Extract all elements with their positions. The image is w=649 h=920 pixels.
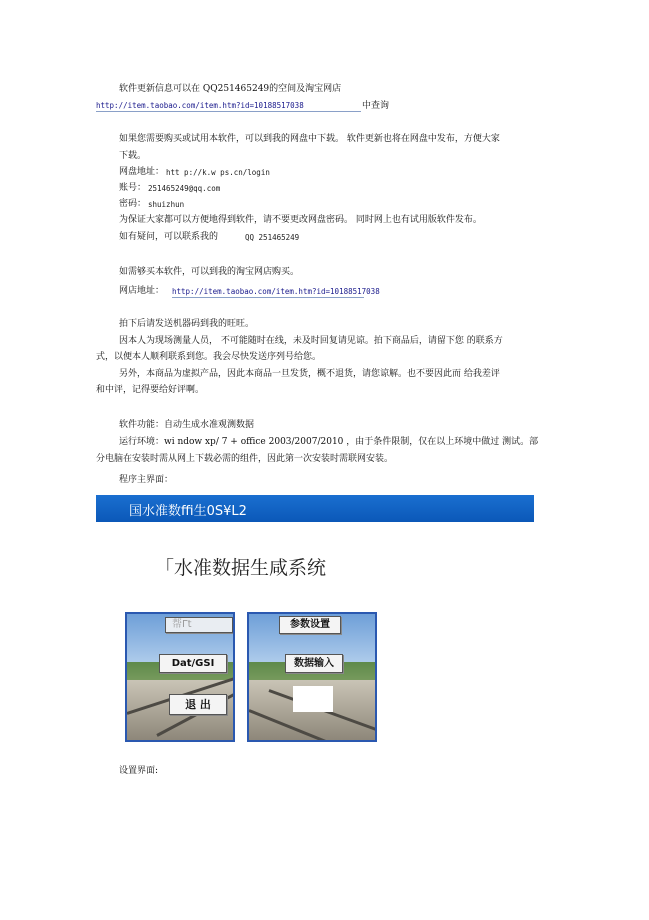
- pan-address-label: 网盘地址：: [119, 167, 165, 177]
- item-url-link[interactable]: http://item.taobao.com/item.htm?id=10188517038: [96, 101, 304, 110]
- shop-url-underline: [172, 297, 364, 298]
- pan-intro-line2: 下载。: [119, 151, 147, 161]
- notes-line2b: 式，以便本人顺利联系到您。我会尽快发送序列号给您。: [96, 352, 322, 362]
- shop-url-link[interactable]: http://item.taobao.com/item.htm?id=10188517038: [172, 287, 380, 296]
- software-function: 软件功能：自动生成水准观测数据: [119, 420, 255, 430]
- settings-ui-label: 设置界面:: [119, 766, 159, 776]
- app-banner-title: 国水准数ffi生0S¥L2: [129, 504, 247, 519]
- app-heading: 「水准数据生咸系统: [155, 557, 327, 579]
- blank-button-area: [293, 686, 333, 712]
- pan-account-label: 账号：: [119, 183, 147, 193]
- software-env-b: 分电脑在安装时需从网上下载必需的组件，因此第一次安装时需联网安装。: [96, 454, 394, 464]
- pan-note: 为保证大家都可以方便地得到软件，请不要更改网盘密码。 同时网上也有试用版软件发布。: [119, 215, 482, 225]
- notes-line3b: 和中评，记得要给好评啊。: [96, 385, 205, 395]
- notes-line2a: 因本人为现场测量人员， 不可能随时在线，未及时回复请见谅。拍下商品后，请留下您 的联系方: [119, 336, 503, 346]
- update-info-text: 软件更新信息可以在 QQ251465249的空间及淘宝网店: [119, 84, 342, 94]
- params-settings-button[interactable]: 参数设置: [279, 616, 341, 634]
- pan-intro-line1: 如果您需要购买或试用本软件，可以到我的网盘中下载。 软件更新也将在网盘中发布，方便大家: [119, 134, 500, 144]
- notes-line3a: 另外，本商品为虚拟产品，因此本商品一旦发货，概不退货，请您谅解。也不要因此而 给我差评: [119, 369, 500, 379]
- pan-contact-qq: QQ 251465249: [245, 233, 300, 242]
- notes-line1: 拍下后请发送机器码到我的旺旺。: [119, 319, 255, 329]
- shop-buy-line: 如需够买本软件，可以到我的淘宝网店购买。: [119, 267, 300, 277]
- pan-account-value: 251465249@qq.com: [148, 184, 221, 193]
- data-input-button[interactable]: 数据输入: [285, 654, 343, 673]
- software-env-a: 运行环境：wi ndow xp/ 7 + office 2003/2007/2010 ，由于条件限制，仅在以上环境中做过 测试。部: [119, 437, 539, 447]
- url-underline: [96, 111, 361, 112]
- help-button[interactable]: 帮Γt: [165, 617, 233, 633]
- left-screenshot-panel: [125, 612, 235, 742]
- pan-password-label: 密码：: [119, 199, 147, 209]
- pan-password-value: shuizhun: [148, 200, 185, 209]
- shop-address-label: 网店地址：: [119, 286, 165, 296]
- main-ui-label: 程序主界面：: [119, 475, 174, 485]
- query-suffix-text: 中查询: [362, 101, 390, 111]
- dat-gsi-button[interactable]: Dat/GSI: [159, 654, 227, 673]
- pan-contact-text: 如有疑问，可以联系我的: [119, 232, 219, 242]
- exit-button[interactable]: 退 出: [169, 694, 227, 715]
- pan-address-value[interactable]: htt p://k.w ps.cn/login: [166, 168, 270, 177]
- app-title-banner: [96, 495, 534, 522]
- right-screenshot-panel: [247, 612, 377, 742]
